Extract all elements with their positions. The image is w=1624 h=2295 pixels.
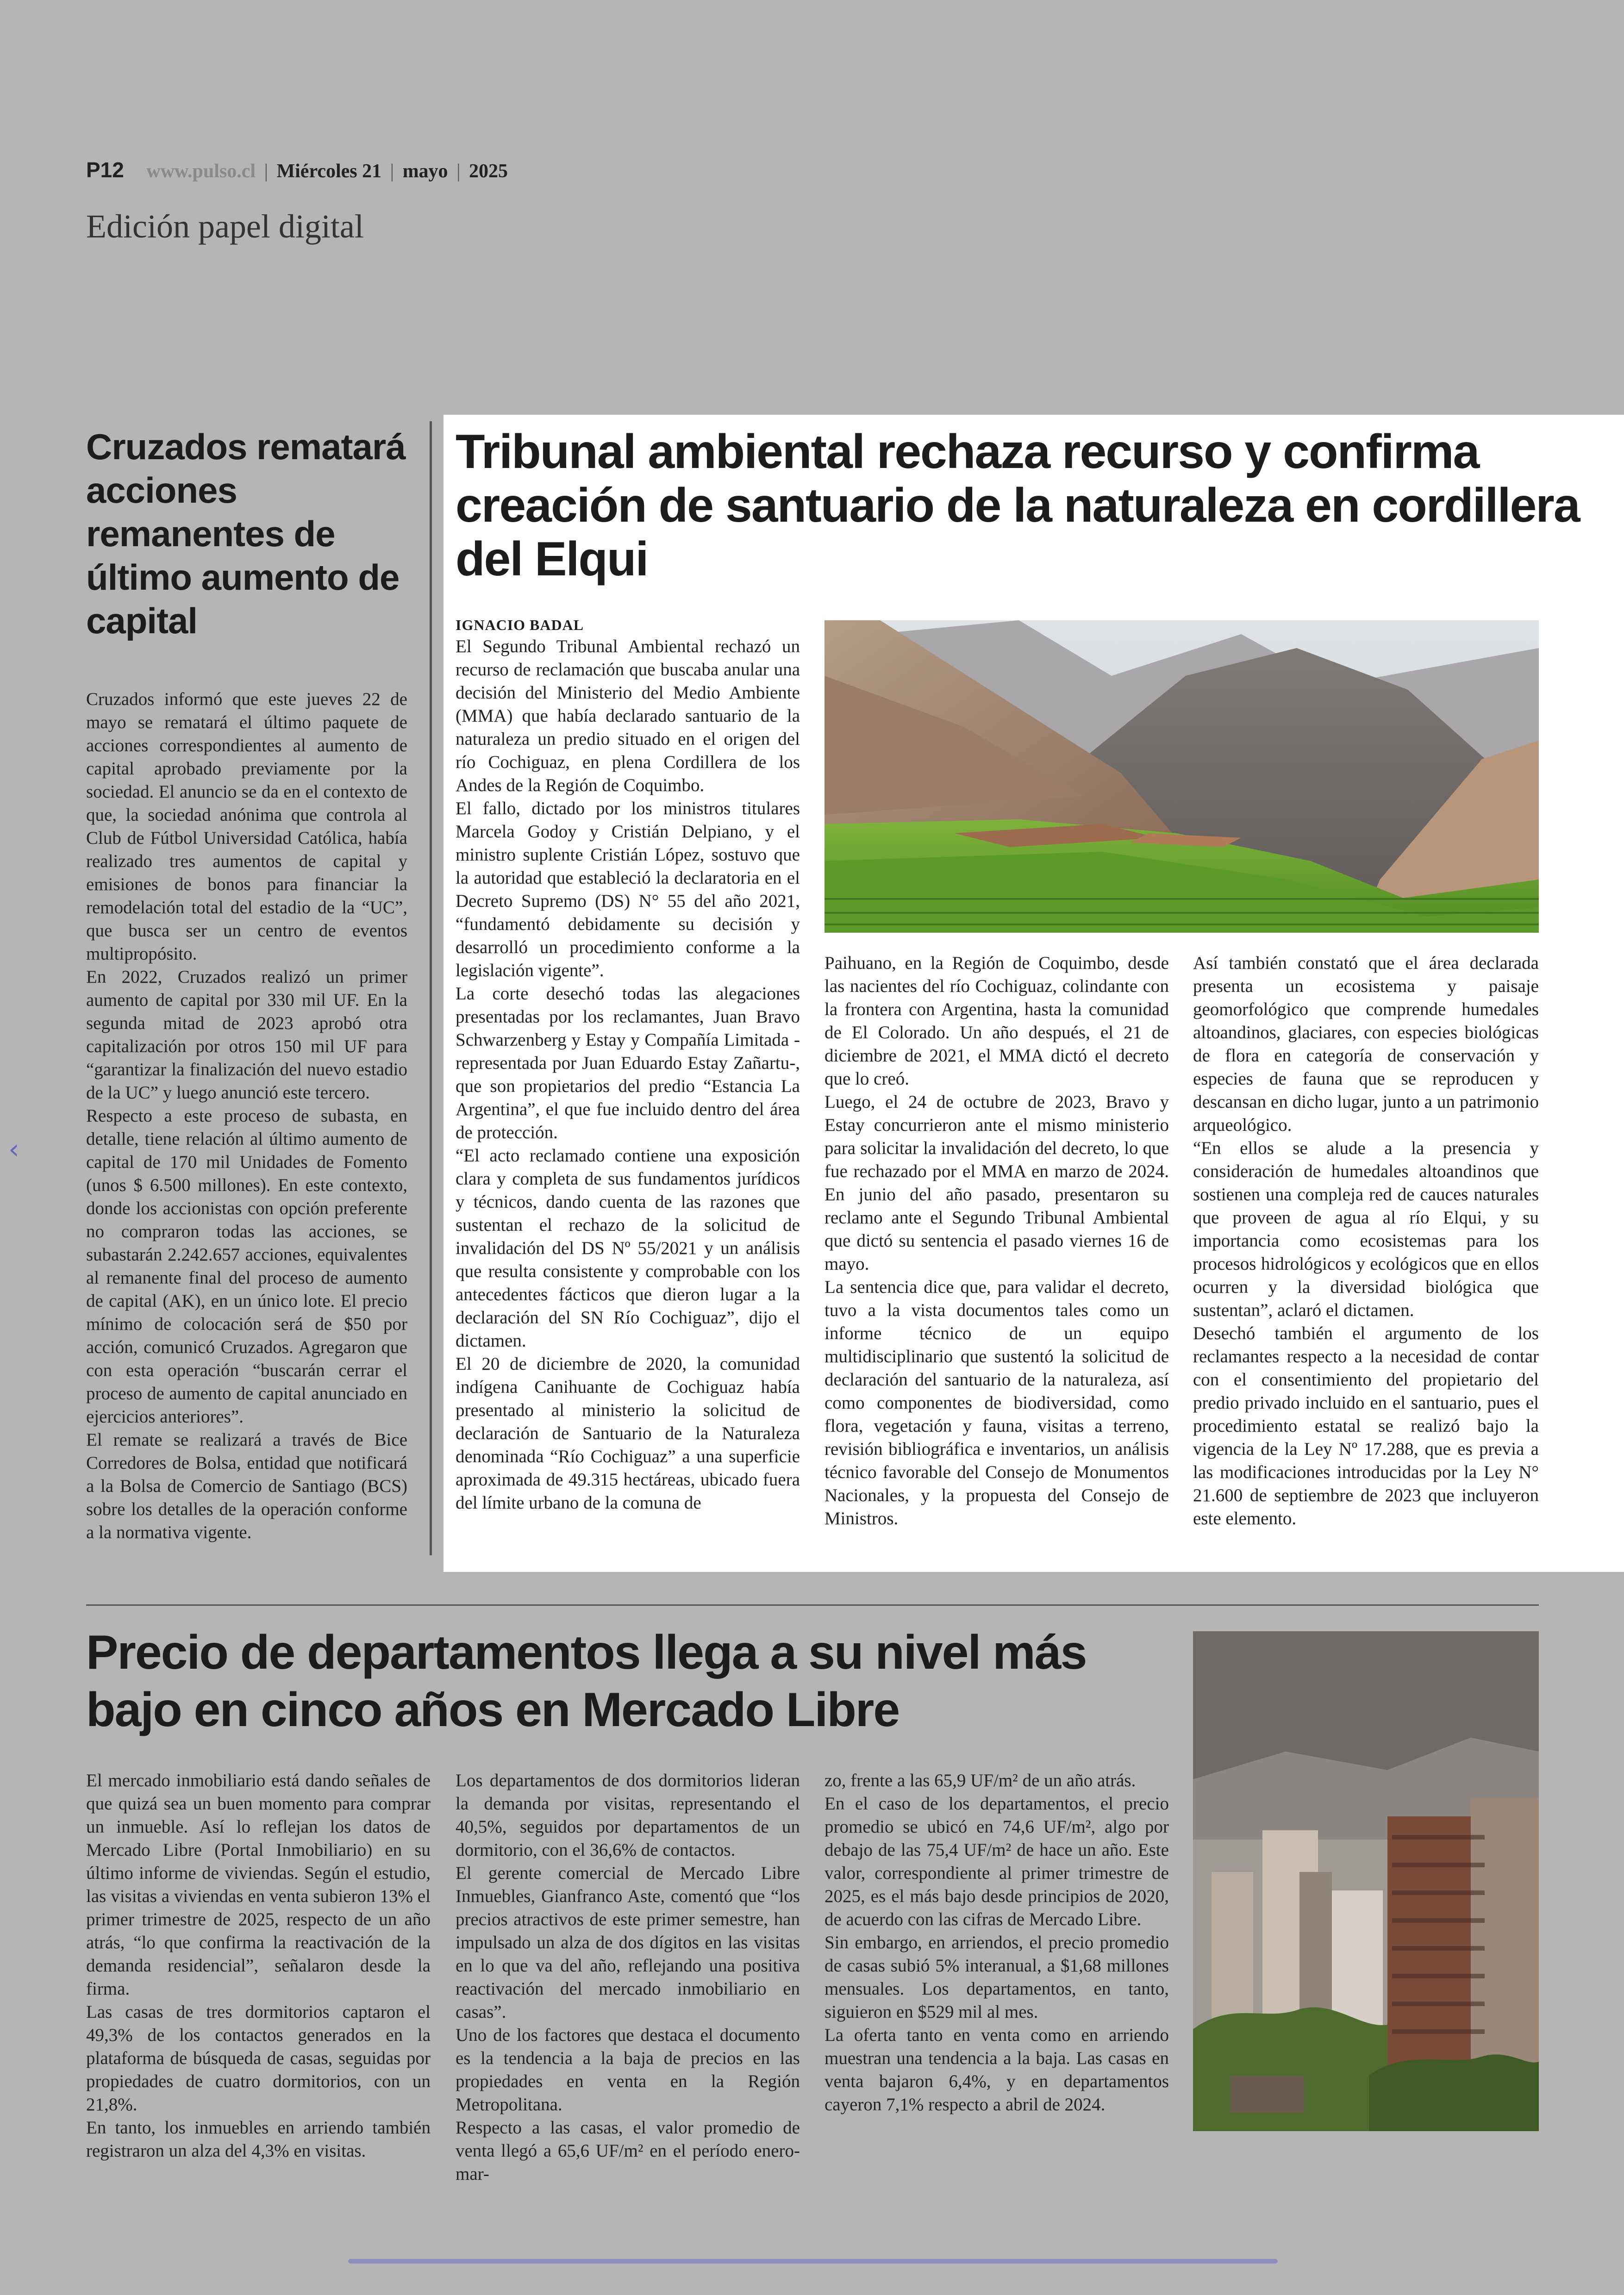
bottom-article-col-1 xyxy=(86,1769,431,2163)
paragraph: “En ellos se alude a la presencia y consideración de humedales altoandinos que sostienen una compleja red de cauces naturales que proveen de agua al río Elqui, y su importancia como ecosistemas para los procesos hidrológicos y ecológicos que en ellos ocurren y la diversidad biológica que sustentan”, aclaró el dictamen. xyxy=(1193,1138,1539,1320)
paragraph: Desechó también el argumento de los reclamantes respecto a la necesidad de contar con el consentimiento del propietario del predio privado incluido en el santuario, pues el procedimiento estatal se realizó bajo la vigencia de la Ley Nº 17.288, que es previa a las modificaciones introducidas por la Ley N° 21.600 de septiembre de 2023 que incluyeron este elemento. xyxy=(1193,1323,1539,1528)
bottom-article-col-2 xyxy=(456,1769,800,2186)
left-article-body xyxy=(86,688,407,1544)
page-header xyxy=(86,157,508,182)
paragraph: En el caso de los departamentos, el precio promedio se ubicó en 74,6 UF/m², algo por debajo de las 75,4 UF/m² de hace un año. Este valor, correspondiente al primer trimestre de 2025, es el más bajo desde principios de 2020, de acuerdo con las cifras de Mercado Libre. xyxy=(824,1794,1169,1929)
city-buildings-photo xyxy=(1193,1631,1539,2131)
page-scrollbar[interactable] xyxy=(348,2259,1278,2264)
paragraph: El mercado inmobiliario está dando señales de que quizá sea un buen momento para comprar un inmueble. Así lo reflejan los datos de Mercado Libre (Portal Inmobiliario) en su último informe de viviendas. Según el estudio, las visitas a viviendas en venta subieron 13% el primer trimestre de 2025, respecto de un año atrás, “lo que confirma la reactivación de la demanda residencial”, señalaron desde la firma. xyxy=(86,1771,431,1999)
site-url[interactable]: www.pulso.cl xyxy=(146,161,256,182)
paragraph: Las casas de tres dormitorios captaron el 49,3% de los contactos generados en la plataforma de búsqueda de casas, seguidas por propiedades de cuatro dormitorios, con un 21,8%. xyxy=(86,2002,431,2114)
chevron-left-icon[interactable]: ‹ xyxy=(8,1133,19,1166)
main-article-title: Tribunal ambiental rechaza recurso y confirma creación de santuario de la naturaleza en cordillera del Elqui xyxy=(456,425,1580,586)
paragraph: Sin embargo, en arriendos, el precio promedio de casas subió 5% interanual, a $1,68 millones mensuales. Los departamentos, en tanto, siguieron en $529 mil al mes. xyxy=(824,1933,1169,2022)
edition-label: Edición papel digital xyxy=(86,208,364,245)
bottom-article-col-3 xyxy=(824,1769,1169,2116)
page-number: P12 xyxy=(86,158,124,182)
paragraph: En 2022, Cruzados realizó un primer aumento de capital por 330 mil UF. En la segunda mitad de 2023 aprobó otra capitalización por otros 150 mil UF para “garantizar la finalización del nuevo estadio de la UC” y luego anunció este tercero. xyxy=(86,967,407,1103)
date-year: 2025 xyxy=(468,161,508,182)
byline: IGNACIO BADAL xyxy=(456,617,584,633)
paragraph: Luego, el 24 de octubre de 2023, Bravo y Estay concurrieron ante el mismo ministerio para solicitar la invalidación del decreto, lo que fue rechazado por el MMA en marzo de 2024. En junio del año pasado, presentaron su reclamo ante el Segundo Tribunal Ambiental que dictó su sentencia el pasado viernes 16 de mayo. xyxy=(824,1092,1169,1274)
paragraph: La sentencia dice que, para validar el decreto, tuvo a la vista documentos tales como un informe técnico de un equipo multidisciplinario que sustentó la solicitud de declaración del santuario de la naturaleza, así como componentes de biodiversidad, como flora, vegetación y fauna, visitas a terreno, revisión bibliográfica e inventarios, un análisis técnico favorable del Consejo de Monumentos Nacionales, y la propuesta del Consejo de Ministros. xyxy=(824,1277,1169,1528)
left-article-title: Cruzados rematará acciones remanentes de último aumento de capital xyxy=(86,426,406,641)
paragraph: Los departamentos de dos dormitorios lideran la demanda por visitas, representando el 40,5%, seguidos por departamentos de un dormitorio, con el 36,6% de contactos. xyxy=(456,1771,800,1860)
section-divider xyxy=(86,1604,1539,1606)
paragraph: Uno de los factores que destaca el documento es la tendencia a la baja de precios en las propiedades en venta en la Región Metropolitana. xyxy=(456,2025,800,2114)
main-article-col-1 xyxy=(456,635,800,1515)
separator: | xyxy=(264,161,268,182)
main-article-col-2 xyxy=(824,952,1169,1530)
separator: | xyxy=(390,161,394,182)
paragraph: “El acto reclamado contiene una exposición clara y completa de sus fundamentos jurídicos y técnicos, dando cuenta de las razones que sustentan el rechazo de la solicitud de invalidación del DS Nº 55/2021 y un análisis que resulta consistente y comprobable con los antecedentes fácticos que dieron lugar a la declaración del SN Río Cochiguaz”, dijo el dictamen. xyxy=(456,1146,800,1351)
paragraph: zo, frente a las 65,9 UF/m² de un año atrás. xyxy=(824,1771,1136,1790)
paragraph: El remate se realizará a través de Bice Corredores de Bolsa, entidad que notificará a la Bolsa de Comercio de Santiago (BCS) sobre los detalles de la operación conforme a la normativa vigente. xyxy=(86,1430,407,1542)
bottom-article-title: Precio de departamentos llega a su nivel más bajo en cinco años en Mercado Libre xyxy=(86,1626,1087,1737)
paragraph: El Segundo Tribunal Ambiental rechazó un recurso de reclamación que buscaba anular una decisión del Ministerio del Medio Ambiente (MMA) que había declarado santuario de la naturaleza un predio situado en el origen del río Cochiguaz, en plena Cordillera de los Andes de la Región de Coquimbo. xyxy=(456,636,800,795)
paragraph: La oferta tanto en venta como en arriendo muestran una tendencia a la baja. Las casas en venta bajaron 6,4%, y en departamentos cayeron 7,1% respecto a abril de 2024. xyxy=(824,2025,1169,2114)
paragraph: El fallo, dictado por los ministros titulares Marcela Godoy y Cristián Delpiano, y el ministro suplente Cristián López, sostuvo que la autoridad que estableció la declaratoria en el Decreto Supremo (DS) N° 55 del año 2021, “fundamentó debidamente su decisión y desarrolló un procedimiento conforme a la legislación vigente”. xyxy=(456,798,800,980)
paragraph: El gerente comercial de Mercado Libre Inmuebles, Gianfranco Aste, comentó que “los precios atractivos de este primer semestre, han impulsado un alza de dos dígitos en las visitas en lo que va del año, reflejando una positiva reactivación del mercado inmobiliario en casas”. xyxy=(456,1863,800,2022)
paragraph: Respecto a este proceso de subasta, en detalle, tiene relación al último aumento de capital de 170 mil Unidades de Fomento (unos $ 6.500 millones). En este contexto, donde los accionistas con opción preferente no compraron todas las acciones, se subastarán 2.242.657 acciones, equivalentes al remanente final del proceso de aumento de capital (AK), en un único lote. El precio mínimo de colocación será de $50 por acción, comunicó Cruzados. Agregaron que con esta operación “buscarán cerrar el proceso de aumento de capital anunciado en ejercicios anteriores”. xyxy=(86,1106,407,1427)
paragraph: La corte desechó todas las alegaciones presentadas por los reclamantes, Juan Bravo Schwarzenberg y Estay y Compañía Limitada -representada por Juan Eduardo Estay Zañartu-, que son propietarios del predio “Estancia La Argentina”, el que fue incluido dentro del área de protección. xyxy=(456,984,800,1142)
main-article-col-3 xyxy=(1193,952,1539,1530)
paragraph: Cruzados informó que este jueves 22 de mayo se rematará el último paquete de acciones correspondientes al aumento de capital aprobado previamente por la sociedad. El anuncio se da en el contexto de que, la sociedad anónima que controla al Club de Fútbol Universidad Católica, había realizado tres aumentos de capital y emisiones de bonos para financiar la remodelación total del estadio de la “UC”, que busca ser un centro de eventos multipropósito. xyxy=(86,689,407,964)
separator: | xyxy=(456,161,461,182)
paragraph: En tanto, los inmuebles en arriendo también registraron un alza del 4,3% en visitas. xyxy=(86,2118,431,2161)
mountain-valley-photo xyxy=(824,620,1539,933)
date-month: mayo xyxy=(402,161,448,182)
paragraph: Así también constató que el área declarada presenta un ecosistema y paisaje geomorfológico que comprende humedales altoandinos, glaciares, con especies biológicas de flora en categoría de conservación y especies de fauna que se reproducen y descansan en dicho lugar, junto a un patrimonio arqueológico. xyxy=(1193,953,1539,1135)
date-weekday: Miércoles 21 xyxy=(276,161,382,182)
column-divider xyxy=(430,421,432,1555)
paragraph: Paihuano, en la Región de Coquimbo, desde las nacientes del río Cochiguaz, colindante con la frontera con Argentina, hasta la comunidad de El Colorado. Un año después, el 21 de diciembre de 2021, el MMA dictó el decreto que lo creó. xyxy=(824,953,1169,1089)
paragraph: Respecto a las casas, el valor promedio de venta llegó a 65,6 UF/m² en el período enero-mar- xyxy=(456,2118,800,2184)
paragraph: El 20 de diciembre de 2020, la comunidad indígena Canihuante de Cochiguaz había presentado al ministerio la solicitud de declaración de Santuario de la Naturaleza denominada “Río Cochiguaz” a una superficie aproximada de 49.315 hectáreas, ubicado fuera del límite urbano de la comuna de xyxy=(456,1354,800,1513)
